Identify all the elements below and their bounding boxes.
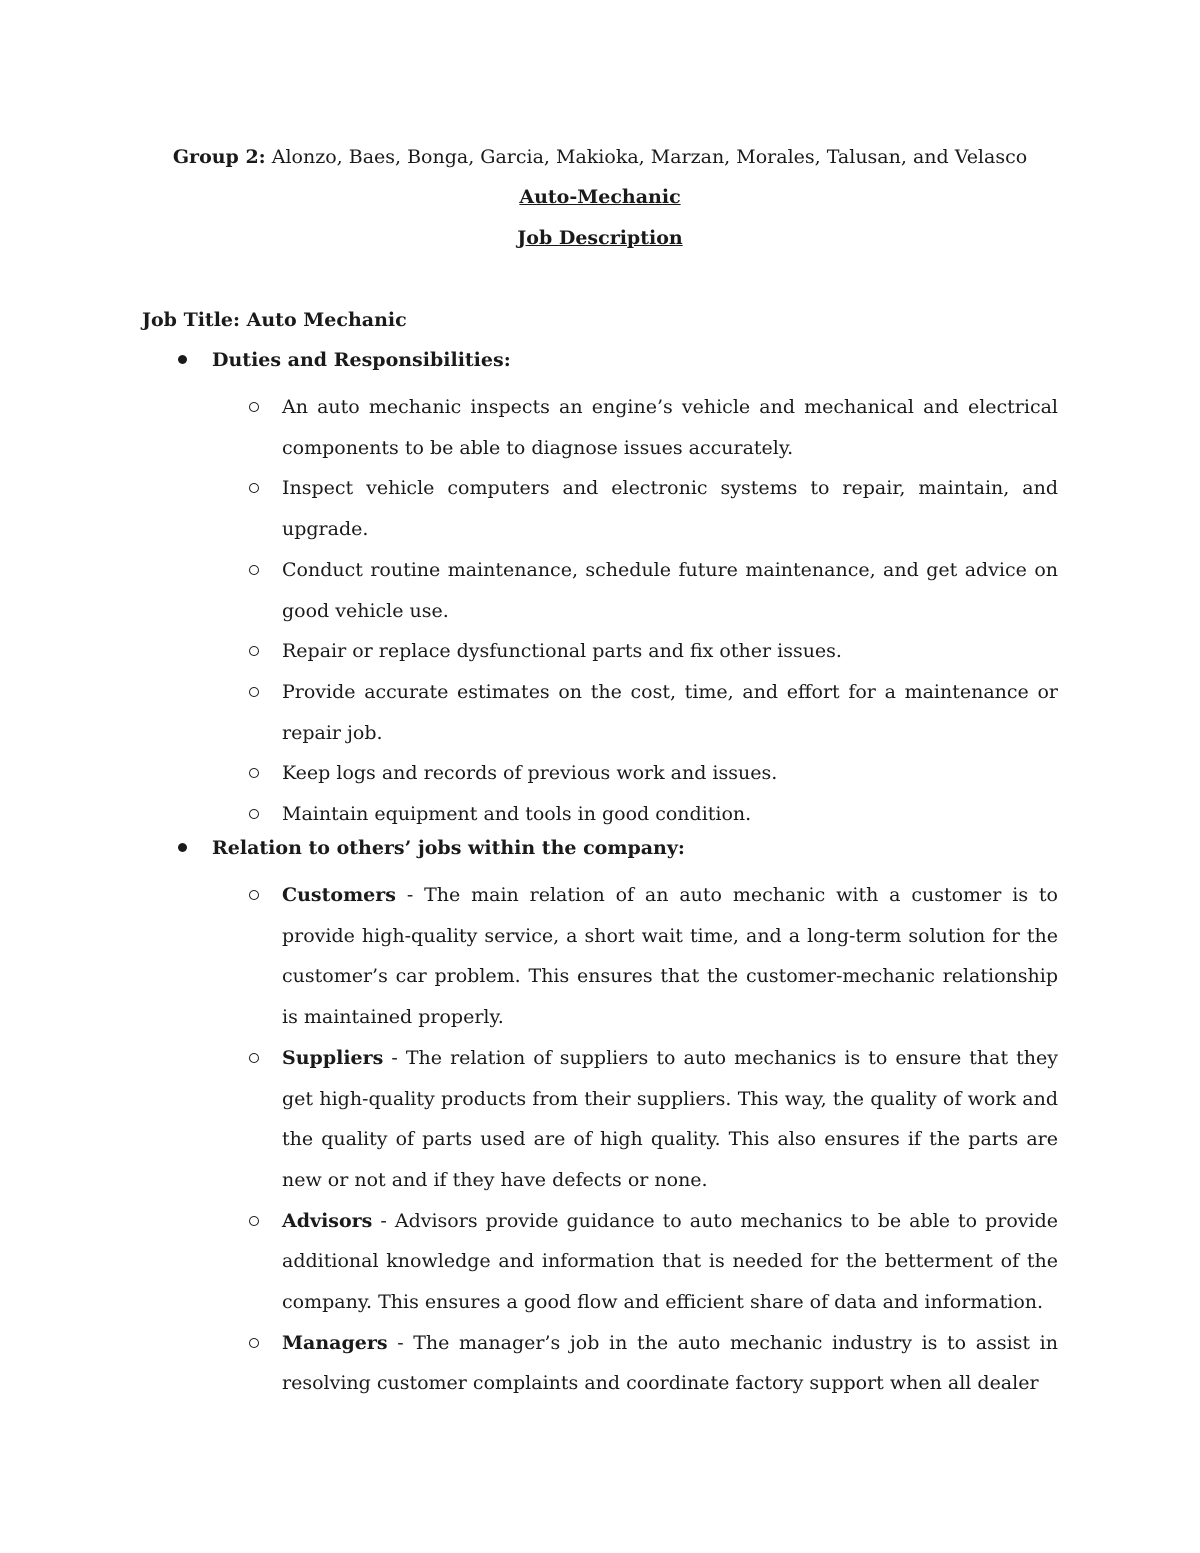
circle-bullet-icon [249,768,259,778]
circle-bullet-icon [249,687,259,697]
list-item [176,794,1058,835]
duties-section [176,346,1066,835]
document-title: Auto-Mechanic [519,186,681,208]
list-item-text: Repair or replace dysfunctional parts and fix other issues. [282,640,842,663]
circle-bullet-icon [249,565,259,575]
list-item-text: Provide accurate estimates on the cost, time, and effort for a maintenance or repair job. [282,680,1058,744]
group-members-line [0,143,1200,171]
list-item [176,468,1058,549]
list-item-text: Maintain equipment and tools in good condition. [282,803,752,826]
list-item [176,1201,1058,1323]
relation-term: Suppliers [282,1046,384,1069]
relation-text: - The main relation of an auto mechanic with a customer is to provide high-quality service, a short wait time, and a long-term solution for the customer’s car problem. This ensures that the customer-mechanic relationship is maintained properly. [282,884,1058,1029]
circle-bullet-icon [249,1216,259,1226]
duties-heading-text: Duties and Responsibilities: [212,349,511,371]
list-item [176,550,1058,631]
relation-text: - The manager’s job in the auto mechanic industry is to assist in resolving customer complaints and coordinate factory support when all dealer [282,1331,1058,1395]
circle-bullet-icon [249,483,259,493]
group-label: Group 2: [172,146,266,168]
group-members: Alonzo, Baes, Bonga, Garcia, Makioka, Marzan, Morales, Talusan, and Velasco [265,146,1028,168]
list-item [176,1323,1058,1404]
list-item [176,1038,1058,1201]
circle-bullet-icon [249,646,259,656]
list-item [176,387,1058,468]
relations-heading-text: Relation to others’ jobs within the company: [212,837,685,859]
duties-list [176,387,1066,835]
list-item [176,875,1058,1038]
bullet-dot-icon [178,355,187,364]
relation-text: - Advisors provide guidance to auto mechanics to be able to provide additional knowledge and information that is needed for the betterment of the company. This ensures a good flow and efficient share of data and information. [282,1209,1058,1314]
document-subtitle: Job Description [517,227,683,249]
relation-term: Advisors [282,1209,373,1232]
circle-bullet-icon [249,809,259,819]
circle-bullet-icon [249,402,259,412]
job-title-heading: Job Title: Auto Mechanic [142,309,407,331]
list-item-text: Conduct routine maintenance, schedule future maintenance, and get advice on good vehicle use. [282,558,1058,622]
list-item [176,672,1058,753]
relation-term: Managers [282,1331,388,1354]
list-item [176,631,1058,672]
relation-term: Customers [282,884,396,906]
circle-bullet-icon [249,1053,259,1063]
circle-bullet-icon [249,890,259,900]
list-item-text: An auto mechanic inspects an engine’s vehicle and mechanical and electrical components to be able to diagnose issues accurately. [282,396,1058,459]
list-item-text: Keep logs and records of previous work and issues. [282,762,778,785]
relations-list [176,875,1066,1404]
relations-section [176,834,1066,1404]
circle-bullet-icon [249,1338,259,1348]
duties-heading [176,346,1066,374]
bullet-dot-icon [178,843,187,852]
relation-text: - The relation of suppliers to auto mechanics is to ensure that they get high-quality products from their suppliers. This way, the quality of work and the quality of parts used are of high quality. This also ensures if the parts are new or not and if they have defects or none. [282,1046,1058,1191]
list-item-text: Inspect vehicle computers and electronic systems to repair, maintain, and upgrade. [282,477,1058,541]
relations-heading [176,834,1066,862]
list-item [176,753,1058,794]
